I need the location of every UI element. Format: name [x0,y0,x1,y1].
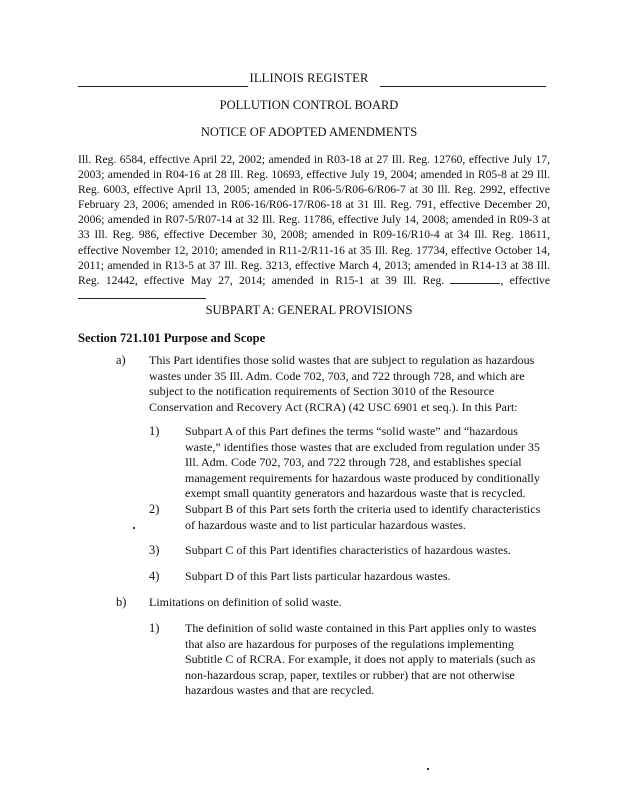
header-rule-right [380,86,546,87]
header-rule-left [78,86,248,87]
item-a2-text: Subpart B of this Part sets forth the criteria used to identify characteristics of hazardous waste and to list particular hazardous wastes. [185,502,541,532]
notice-title: NOTICE OF ADOPTED AMENDMENTS [200,125,418,139]
board-name: POLLUTION CONTROL BOARD [219,98,399,112]
effective-date-blank [78,288,206,299]
volume-blank [450,273,500,284]
subpart-heading: SUBPART A: GENERAL PROVISIONS [205,303,413,317]
history-effective: , effective [500,273,550,287]
section-heading: Section 721.101 Purpose and Scope [78,331,266,345]
register-title: ILLINOIS REGISTER [249,71,369,85]
item-a1-text: Subpart A of this Part defines the terms “solid waste” and “hazardous waste,” identifies those wastes that are excluded from regulation under 35 Ill. Adm. Code 702, 703, and 722 through 728, and establishes special management requirements for hazardous waste produced by conditionally exempt small quantity generators and hazardous waste that is recycled. [185,424,540,501]
scan-speck [427,768,429,770]
item-a4-label: 4) [149,569,160,583]
item-a-text: This Part identifies those solid wastes that are subject to regulation as hazardous wastes under 35 Ill. Adm. Code 702, 703, and 722 through 728, and which are subject to the notification requirements of Section 3010 of the Resource Conservation and Recovery Act (RCRA) (42 USC 6901 et seq.). In this Part: [149,353,535,414]
scan-speck [133,527,135,529]
item-a3-text: Subpart C of this Part identifies characteristics of hazardous wastes. [185,543,511,557]
item-b1-label: 1) [149,621,160,635]
history-paragraph [78,152,550,303]
item-a3-label: 3) [149,543,160,557]
item-b-text: Limitations on definition of solid waste. [149,595,342,609]
item-b1-text: The definition of solid waste contained in this Part applies only to wastes that also are hazardous for purposes of the regulations implementing Subtitle C of RCRA. For example, it does not apply to materials (such as non-hazardous scrap, paper, textiles or rubber) that are not otherwise hazardous wastes and that are recycled. [185,621,537,698]
history-text: Ill. Reg. 6584, effective April 22, 2002; amended in R03-18 at 27 Ill. Reg. 12760, effective July 17, 2003; amended in R04-16 at 28 Ill. Reg. 10693, effective July 19, 2004; amended in R05-8 at 29 Ill. Reg. 6003, effective April 13, 2005; amended in R06-5/R06-6/R06-7 at 30 Ill. Reg. 2992, effective February 23, 2006; amended in R06-16/R06-17/R06-18 at 31 Ill. Reg. 791, effective December 20, 2006; amended in R07-5/R07-14 at 32 Ill. Reg. 11786, effective July 14, 2008; amended in R09-3 at 33 Ill. Reg. 986, effective December 30, 2008; amended in R09-16/R10-4 at 34 Ill. Reg. 18611, effective November 12, 2010; amended in R11-2/R11-16 at 35 Ill. Reg. 17734, effective October 14, 2011; amended in R13-5 at 37 Ill. Reg. 3213, effective March 4, 2013; amended in R14-13 at 38 Ill. Reg. 12442, effective May 27, 2014; amended in R15-1 at 39 [78,153,550,287]
item-b-label: b) [116,595,127,609]
item-a4-text: Subpart D of this Part lists particular hazardous wastes. [185,569,451,583]
item-a1-label: 1) [149,424,160,438]
item-a-label: a) [116,353,126,367]
history-reg-prefix: Ill. Reg. [403,273,445,287]
item-a2-label: 2) [149,502,160,516]
